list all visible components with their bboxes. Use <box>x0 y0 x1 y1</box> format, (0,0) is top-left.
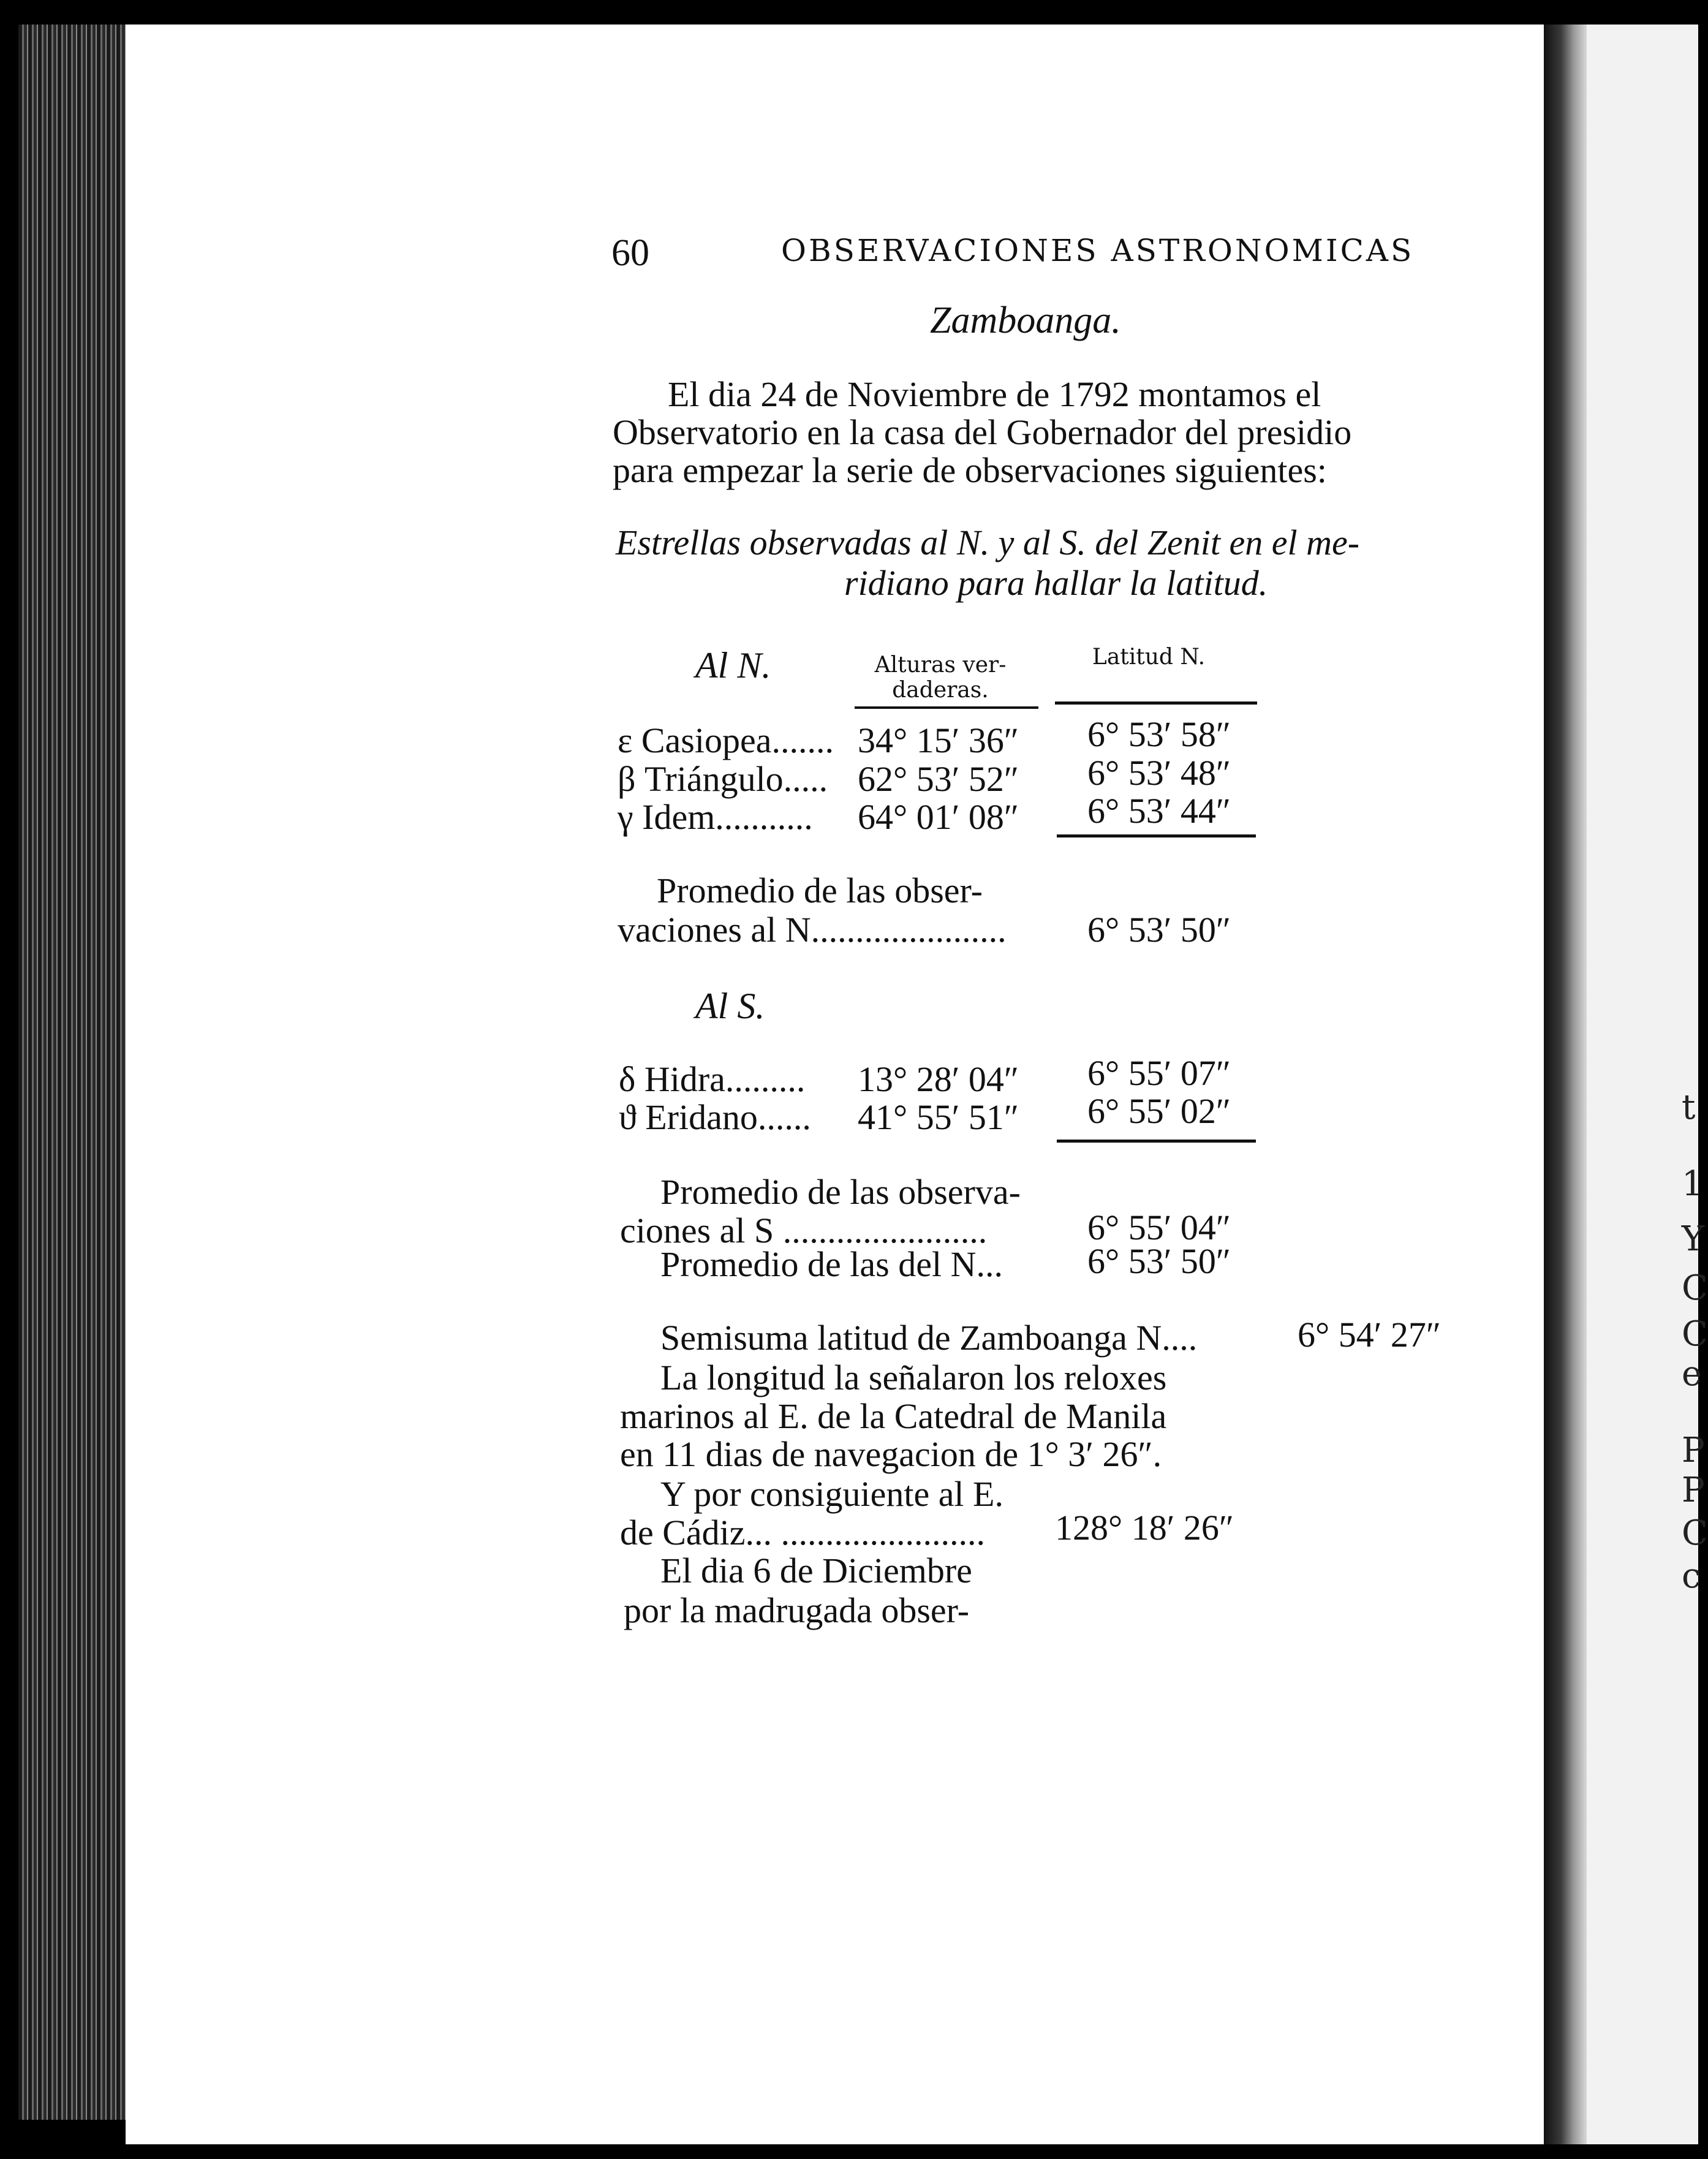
altitude-value: 62° 53′ 52″ <box>858 759 1019 799</box>
semisum-label: Semisuma latitud de Zamboanga N.... <box>660 1318 1198 1358</box>
facing-page-letter: C <box>1682 1268 1708 1308</box>
star-name: ϑ Eridano...... <box>619 1097 811 1137</box>
consequently-line: Y por consiguiente al E. <box>660 1474 1003 1514</box>
north-section-label: Al N. <box>695 645 771 686</box>
north-mean-label: vaciones al N...................... <box>618 910 1007 950</box>
north-mean-again-value: 6° 53′ 50″ <box>1087 1241 1231 1281</box>
facing-page-letter: C <box>1682 1314 1708 1354</box>
facing-page-letter: t <box>1682 1087 1696 1127</box>
altitude-value: 41° 55′ 51″ <box>858 1097 1019 1137</box>
latitude-value: 6° 53′ 48″ <box>1087 753 1231 793</box>
header-rule <box>855 706 1038 709</box>
longitude-text-line: marinos al E. de la Catedral de Manila <box>620 1396 1167 1436</box>
column-header-latitude: Latitud N. <box>1092 645 1206 670</box>
column-header-altitude-line: Alturas ver- <box>874 652 1007 678</box>
longitude-text-line: en 11 dias de navegacion de 1° 3′ 26″. <box>620 1434 1162 1474</box>
altitude-value: 34° 15′ 36″ <box>858 720 1019 760</box>
star-name: δ Hidra......... <box>619 1059 806 1099</box>
column-header-altitude-line: daderas. <box>892 678 989 703</box>
page-stack-edge <box>18 25 129 2120</box>
column-header-altitude <box>870 652 1011 703</box>
semisum-value: 6° 54′ 27″ <box>1298 1315 1442 1355</box>
latitude-value: 6° 53′ 44″ <box>1087 791 1231 831</box>
facing-page-letter: e <box>1682 1354 1702 1394</box>
latitude-value: 6° 53′ 58″ <box>1087 714 1231 754</box>
sum-rule <box>1057 834 1256 838</box>
facing-page-letter: P <box>1682 1470 1705 1510</box>
south-mean-label: ciones al S ....................... <box>620 1211 988 1250</box>
south-mean-label: Promedio de las observa- <box>660 1172 1021 1212</box>
altitude-value: 64° 01′ 08″ <box>858 797 1019 837</box>
book-page <box>126 25 1553 2144</box>
facing-page-letter: 1 <box>1682 1164 1704 1204</box>
intro-line: Observatorio en la casa del Gobernador del presidio <box>613 412 1352 452</box>
latitude-value: 6° 55′ 02″ <box>1087 1091 1231 1131</box>
north-mean-label: Promedio de las obser- <box>657 871 983 910</box>
facing-page <box>1587 25 1698 2144</box>
table-caption-line: Estrellas observadas al N. y al S. del Zenit en el me- <box>616 523 1360 562</box>
south-section-label: Al S. <box>695 986 765 1026</box>
closing-line: El dia 6 de Diciembre <box>660 1551 972 1590</box>
book-gutter <box>1544 25 1587 2144</box>
running-head-title: OBSERVACIONES ASTRONOMICAS <box>781 233 1415 268</box>
intro-line: El dia 24 de Noviembre de 1792 montamos el <box>668 374 1321 414</box>
closing-line: por la madrugada obser- <box>624 1590 970 1630</box>
star-name: ε Casiopea....... <box>618 720 834 760</box>
header-rule <box>1055 701 1257 705</box>
facing-page-letter: P <box>1682 1431 1705 1470</box>
north-mean-value: 6° 53′ 50″ <box>1087 910 1231 950</box>
north-mean-again-label: Promedio de las del N... <box>660 1244 1003 1284</box>
latitude-value: 6° 55′ 07″ <box>1087 1053 1231 1093</box>
south-mean-value: 6° 55′ 04″ <box>1087 1208 1231 1247</box>
consequently-value: 128° 18′ 26″ <box>1055 1508 1234 1548</box>
star-name: β Triángulo..... <box>618 759 828 799</box>
table-caption-line: ridiano para hallar la latitud. <box>844 563 1268 603</box>
intro-line: para empezar la serie de observaciones siguientes: <box>613 450 1327 490</box>
consequently-line: de Cádiz... ....................... <box>620 1513 986 1552</box>
longitude-text-line: La longitud la señalaron los reloxes <box>660 1358 1167 1397</box>
sum-rule <box>1057 1140 1256 1143</box>
altitude-value: 13° 28′ 04″ <box>858 1059 1019 1099</box>
facing-page-letter: C <box>1682 1513 1708 1553</box>
page-number: 60 <box>611 232 649 274</box>
facing-page-letter: c <box>1682 1556 1701 1596</box>
facing-page-letter: Y <box>1682 1219 1704 1259</box>
section-title: Zamboanga. <box>930 300 1121 341</box>
star-name: γ Idem........... <box>618 797 813 837</box>
